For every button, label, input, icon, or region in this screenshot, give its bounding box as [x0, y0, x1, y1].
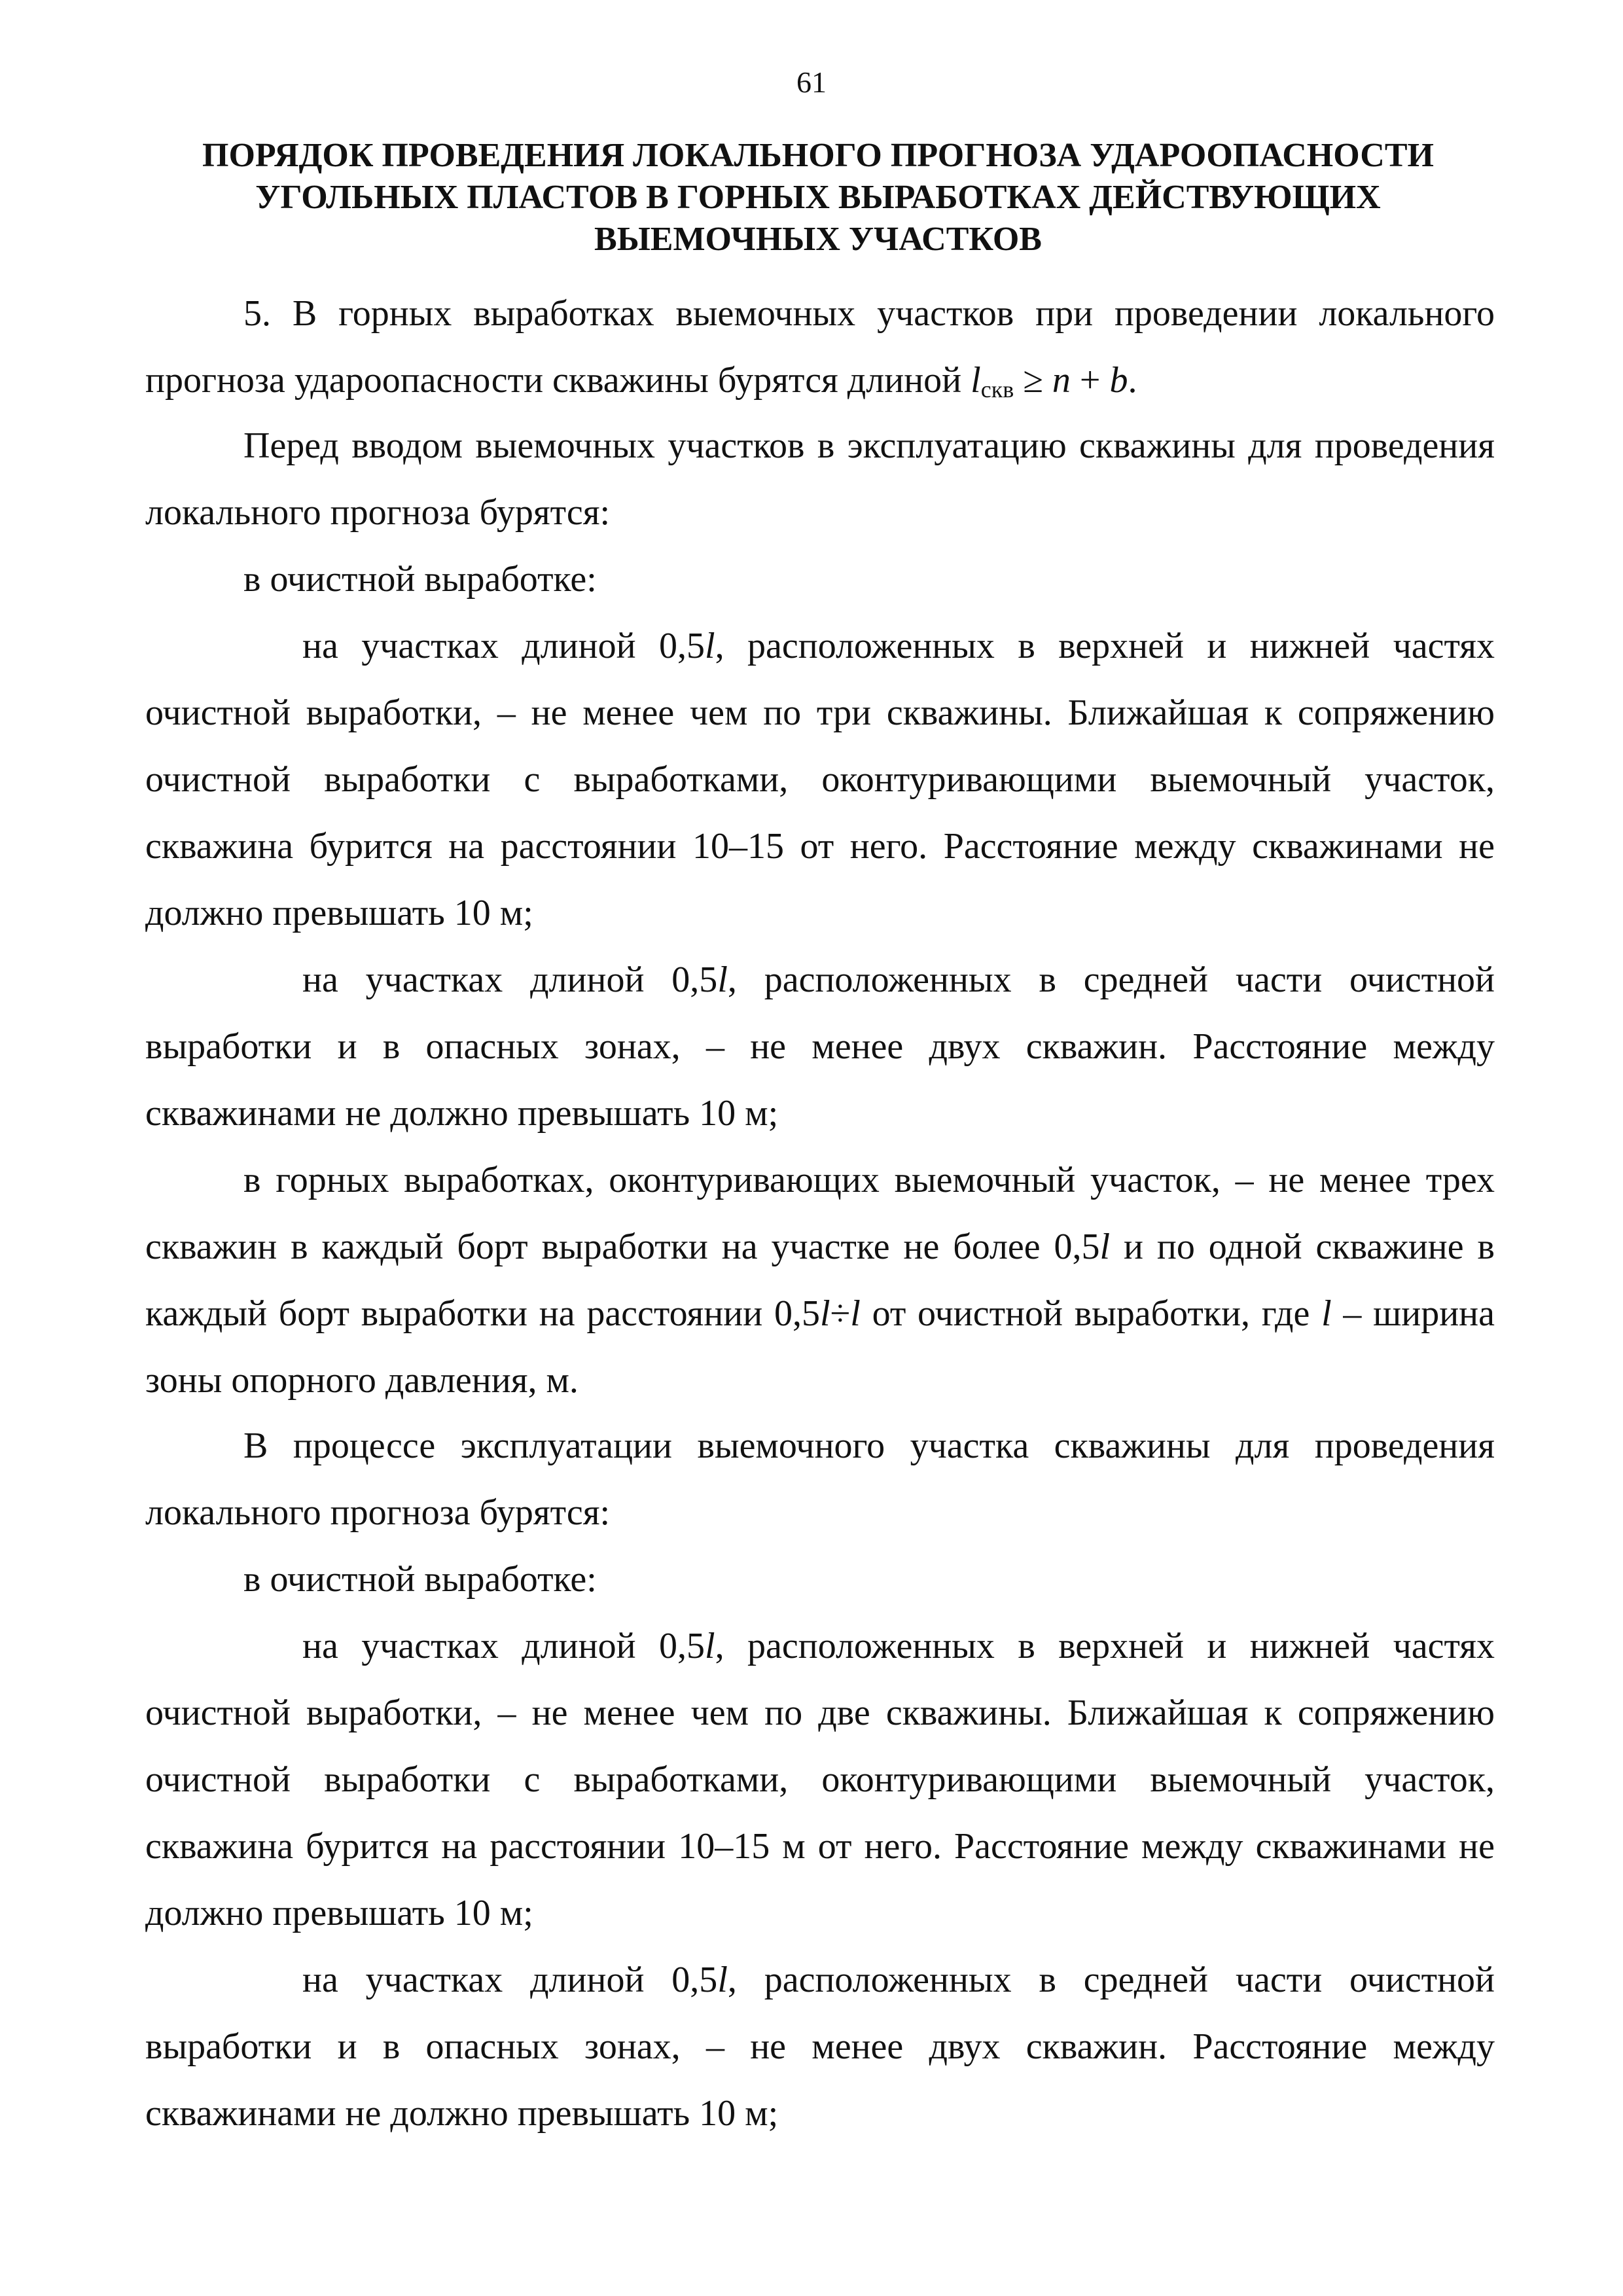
paragraph-during-operation: В процессе эксплуатации выемочного участка скважины для проведения локального прогноза бурятся: — [145, 1426, 1495, 1533]
paragraph-in-face-1: в очистной выработке: — [243, 559, 597, 600]
paragraph-face-ends-2: на участках длиной 0,5l, расположенных в верхней и нижней частях очистной выработки, – не менее чем по две скважины. Ближайшая к сопряжению очистной выработки с выработками, оконтуривающими выемочный участок, скважина бурится на расстоянии 10–15 м от него. Расстояние между скважинами не должно превышать 10 м; — [145, 1626, 1495, 1933]
paragraph-face-middle-1: на участках длиной 0,5l, расположенных в средней части очистной выработки и в опасных зонах, – не менее двух скважин. Расстояние между скважинами не должно превышать 10 м; — [145, 960, 1495, 1134]
paragraph-item-5: 5. В горных выработках выемочных участков при проведении локального прогноза удароопасности скважины бурятся длиной $l_{скв} \ge n + b$. — [145, 293, 1495, 403]
paragraph-before-commissioning: Перед вводом выемочных участков в эксплуатацию скважины для проведения локального прогноза бурятся: — [145, 425, 1495, 533]
paragraph-in-face-2: в очистной выработке: — [243, 1559, 597, 1600]
section-heading — [144, 135, 1492, 260]
paragraph-gateroads: в горных выработках, оконтуривающих выемочный участок, – не менее трех скважин в каждый борт выработки на участке не более 0,5l и по одной скважине в каждый борт выработки на расстоянии 0,5l÷l от очистной выработки, где l – ширина зоны опорного давления, м. — [145, 1160, 1495, 1401]
heading-line-1: ПОРЯДОК ПРОВЕДЕНИЯ ЛОКАЛЬНОГО ПРОГНОЗА УДАРООПАСНОСТИ — [202, 137, 1434, 174]
page-number: 61 — [796, 65, 827, 99]
paragraph-face-middle-2: на участках длиной 0,5l, расположенных в средней части очистной выработки и в опасных зонах, – не менее двух скважин. Расстояние между скважинами не должно превышать 10 м; — [145, 1960, 1495, 2134]
paragraph-face-ends-1: на участках длиной 0,5l, расположенных в верхней и нижней частях очистной выработки, – не менее чем по три скважины. Ближайшая к сопряжению очистной выработки с выработками, оконтуривающими выемочный участок, скважина бурится на расстоянии 10–15 от него. Расстояние между скважинами не должно превышать 10 м; — [145, 626, 1495, 933]
heading-line-2: УГОЛЬНЫХ ПЛАСТОВ В ГОРНЫХ ВЫРАБОТКАХ ДЕЙСТВУЮЩИХ — [255, 179, 1381, 216]
heading-line-3: ВЫЕМОЧНЫХ УЧАСТКОВ — [594, 221, 1042, 258]
